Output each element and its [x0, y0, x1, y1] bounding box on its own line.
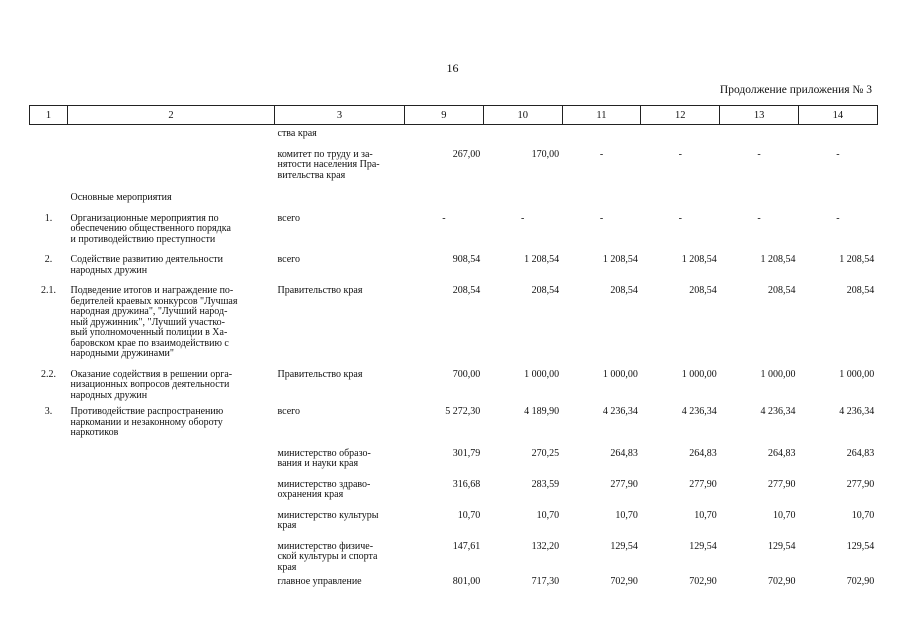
value-cell: 10,70 — [536, 509, 560, 521]
value-cell: 1 208,54 — [681, 254, 717, 265]
value-cell — [720, 125, 799, 140]
value-cell: - — [599, 148, 604, 160]
table-row — [30, 360, 878, 402]
row-number — [30, 501, 68, 532]
value-cell: 264,83 — [610, 447, 638, 459]
value-cell: - — [678, 212, 682, 224]
value-cell: 267,00 — [452, 148, 481, 160]
value-cell: 702,90 — [610, 576, 638, 587]
activity-title: Основные мероприятия — [70, 192, 172, 203]
value-cell — [405, 181, 484, 204]
activity-title: Оказание содействия в решении орга- низационных вопросов деятельности народных дружин — [70, 368, 233, 401]
value-cell: - — [757, 148, 761, 160]
row-number: 2.1. — [41, 285, 56, 296]
header-cell: 11 — [562, 106, 641, 125]
value-cell: 129,54 — [846, 540, 875, 552]
value-cell: - — [836, 148, 840, 160]
row-number: 1. — [44, 212, 53, 224]
executor: министерство культуры края — [277, 509, 379, 531]
executor: министерство физиче- ской культуры и спорта края — [277, 540, 378, 573]
value-cell: 10,70 — [851, 509, 875, 521]
value-cell: 1 000,00 — [524, 368, 560, 380]
value-cell — [641, 181, 720, 204]
value-cell — [405, 125, 484, 140]
value-cell: 10,70 — [457, 509, 481, 521]
value-cell: 1 208,54 — [602, 254, 638, 265]
row-number: 2. — [44, 254, 53, 265]
value-cell: 702,90 — [689, 576, 717, 587]
value-cell: 5 272,30 — [445, 406, 481, 417]
executor — [275, 181, 405, 204]
value-cell: 208,54 — [610, 285, 638, 296]
value-cell: 208,54 — [531, 285, 560, 296]
executor: всего — [277, 406, 301, 417]
continuation-label: Продолжение приложения № 3 — [719, 84, 872, 96]
row-number — [30, 470, 68, 501]
activity-title — [68, 470, 275, 501]
header-cell: 3 — [275, 106, 405, 125]
value-cell: 277,90 — [689, 478, 717, 490]
table-row — [30, 532, 878, 574]
budget-table — [29, 105, 877, 588]
value-cell: 10,70 — [772, 509, 796, 521]
value-cell: 277,90 — [610, 478, 638, 490]
value-cell: 208,54 — [767, 285, 796, 296]
value-cell: 1 000,00 — [602, 368, 638, 380]
value-cell: 10,70 — [615, 509, 638, 521]
header-cell: 9 — [405, 106, 484, 125]
value-cell — [562, 125, 641, 140]
value-cell — [798, 125, 877, 140]
value-cell: 801,00 — [452, 576, 481, 587]
table-row — [30, 245, 878, 276]
value-cell: 1 000,00 — [839, 368, 875, 380]
value-cell: 147,61 — [452, 540, 481, 552]
activity-title: Содействие развитию деятельности народных дружин — [70, 254, 223, 276]
value-cell: - — [678, 148, 682, 160]
executor: министерство образо- вания и науки края — [277, 447, 371, 469]
value-cell: 4 236,34 — [681, 406, 717, 417]
table-row — [30, 470, 878, 501]
row-number — [30, 439, 68, 470]
table-body — [30, 125, 878, 588]
table-row — [30, 140, 878, 182]
value-cell: 132,20 — [531, 540, 560, 552]
activity-title — [68, 573, 275, 588]
value-cell: 1 000,00 — [681, 368, 717, 380]
value-cell: 1 208,54 — [760, 254, 796, 265]
executor: министерство здраво- охранения края — [277, 478, 371, 500]
table-row — [30, 573, 878, 588]
section-row — [30, 181, 878, 204]
value-cell: 316,68 — [452, 478, 481, 490]
value-cell — [720, 181, 799, 204]
row-number — [30, 181, 68, 204]
value-cell: 129,54 — [689, 540, 717, 552]
table-row — [30, 204, 878, 246]
value-cell: - — [521, 212, 525, 224]
value-cell — [562, 181, 641, 204]
value-cell: 277,90 — [767, 478, 796, 490]
row-number — [30, 140, 68, 182]
activity-title — [68, 532, 275, 574]
value-cell — [483, 125, 562, 140]
header-cell: 1 — [30, 106, 68, 125]
table-header — [30, 106, 878, 125]
value-cell — [483, 181, 562, 204]
value-cell: 301,79 — [452, 447, 481, 459]
table-row — [30, 401, 878, 439]
value-cell: 129,54 — [767, 540, 796, 552]
value-cell: 1 208,54 — [524, 254, 560, 265]
header-cell: 2 — [68, 106, 275, 125]
executor: всего — [277, 212, 301, 224]
value-cell: 4 236,34 — [760, 406, 796, 417]
activity-title — [68, 140, 275, 182]
row-number: 3. — [44, 406, 53, 417]
value-cell: 4 189,90 — [524, 406, 560, 417]
value-cell: - — [599, 212, 604, 224]
activity-title: Организационные мероприятия по обеспечению общественного порядка и противодействию преступности — [70, 212, 231, 245]
value-cell: 264,83 — [846, 447, 875, 459]
value-cell: - — [757, 212, 761, 224]
header-cell: 14 — [798, 106, 877, 125]
executor: Правительство края — [277, 368, 363, 380]
value-cell: 264,83 — [689, 447, 717, 459]
row-number: 2.2. — [41, 368, 56, 380]
value-cell: 702,90 — [767, 576, 796, 587]
header-cell: 12 — [641, 106, 720, 125]
executor: комитет по труду и за- нятости населения Пра- вительства края — [277, 148, 380, 181]
value-cell: 908,54 — [452, 254, 481, 265]
row-number — [30, 532, 68, 574]
header-cell: 13 — [720, 106, 799, 125]
table-row — [30, 439, 878, 470]
value-cell: 170,00 — [531, 148, 560, 160]
activity-title — [68, 125, 275, 140]
value-cell: 283,59 — [531, 478, 560, 490]
value-cell: - — [836, 212, 840, 224]
page-number: 16 — [446, 61, 459, 75]
value-cell: 264,83 — [767, 447, 796, 459]
value-cell: - — [442, 212, 446, 224]
value-cell: 4 236,34 — [602, 406, 638, 417]
table-row — [30, 501, 878, 532]
activity-title: Противодействие распространению наркомании и незаконному обороту наркотиков — [70, 406, 224, 438]
value-cell: 4 236,34 — [839, 406, 875, 417]
value-cell: 270,25 — [531, 447, 560, 459]
value-cell — [798, 181, 877, 204]
value-cell: 277,90 — [846, 478, 875, 490]
activity-title — [68, 501, 275, 532]
value-cell: 1 000,00 — [760, 368, 796, 380]
value-cell — [641, 125, 720, 140]
executor: главное управление — [277, 576, 362, 587]
value-cell: 10,70 — [694, 509, 717, 521]
value-cell: 129,54 — [610, 540, 638, 552]
value-cell: 1 208,54 — [839, 254, 875, 265]
row-number — [30, 125, 68, 140]
executor: ства края — [277, 128, 317, 139]
row-number — [30, 573, 68, 588]
value-cell: 208,54 — [452, 285, 481, 296]
value-cell: 208,54 — [689, 285, 717, 296]
table-row — [30, 125, 878, 140]
executor: всего — [277, 254, 301, 265]
value-cell: 700,00 — [452, 368, 481, 380]
header-cell: 10 — [483, 106, 562, 125]
activity-title — [68, 439, 275, 470]
value-cell: 717,30 — [531, 576, 560, 587]
table-row — [30, 276, 878, 360]
executor: Правительство края — [277, 285, 363, 296]
activity-title: Подведение итогов и награждение по- бедителей краевых конкурсов "Лучшая народная дружина", "Лучший народ- ный дружинник", "Лучший участко- вый уполномоченный полиции в Ха- баровском крае по взаимодействию с народными дружинами" — [70, 285, 238, 359]
value-cell: 208,54 — [846, 285, 875, 296]
value-cell: 702,90 — [846, 576, 875, 587]
